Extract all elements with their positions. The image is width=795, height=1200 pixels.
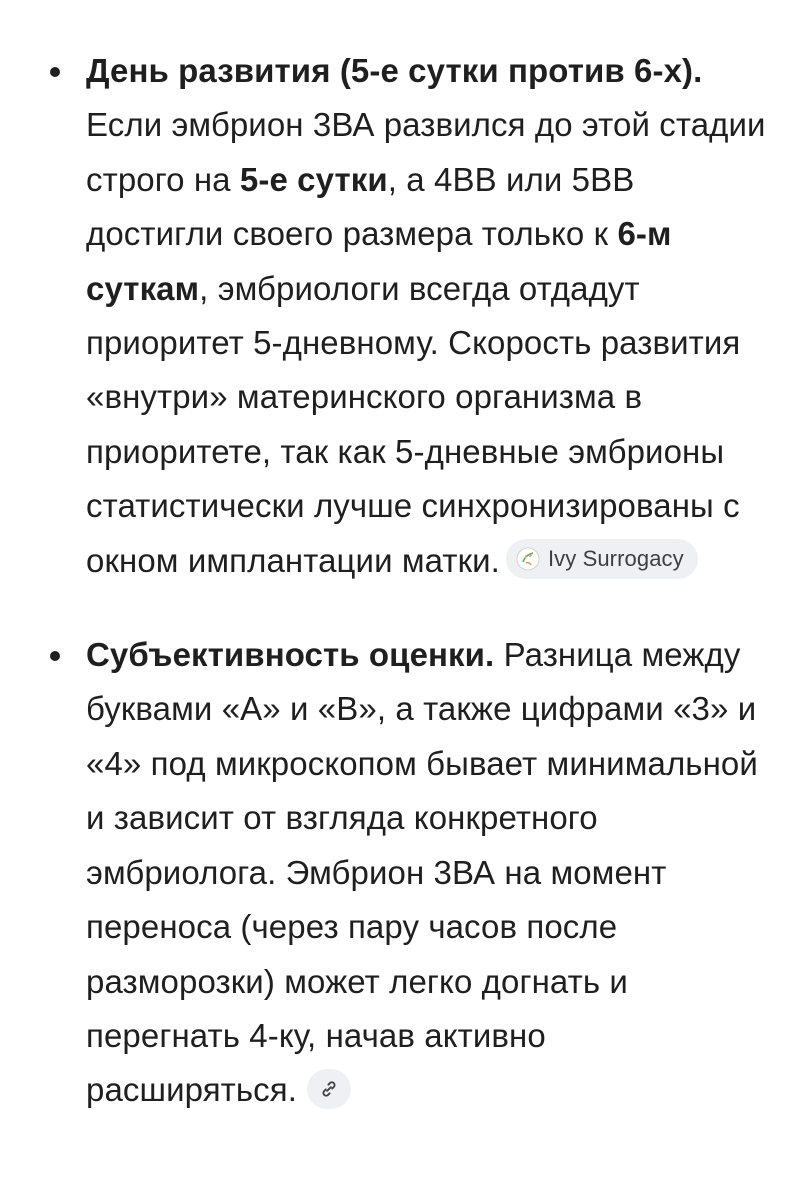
source-chip-label: Ivy Surrogacy [547, 545, 684, 571]
item-text: , а 4ВВ или 5ВВ достигли своего размера только к [86, 160, 635, 253]
ivy-surrogacy-logo-icon [516, 547, 540, 571]
item-text: , эмбриологи всегда отдадут приоритет 5-дневному. Скорость развития «внутри» материнского организма в приоритете, так как 5-дневные эмбрионы статистически лучше синхронизированы с окном имплантации матки. [86, 269, 741, 579]
item-text: Разница между буквами «А» и «В», а также цифрами «3» и «4» под микроскопом бывает минимальной и зависит от взгляда конкретного эмбриолога. Эмбрион 3ВА на момент переноса (через пару часов после разморозки) может легко догнать и перегнать 4-ку, начав активно расширяться. [86, 636, 758, 1109]
list-item-development-day [0, 44, 795, 588]
source-link-button[interactable] [307, 1069, 351, 1109]
response-bullet-list [0, 44, 795, 1118]
emphasis-text: 5-е сутки [239, 160, 388, 198]
paragraph-subjective-assessment [86, 628, 766, 1118]
bullet-dot [50, 67, 60, 77]
source-chip[interactable] [506, 539, 698, 579]
item-text: Если эмбрион 3ВА развился до этой стадии строго на [86, 106, 766, 198]
emphasis-text: 6-м суткам [86, 215, 672, 307]
link-icon [318, 1078, 340, 1100]
bullet-dot [50, 651, 60, 661]
list-item-subjective-assessment [0, 628, 795, 1118]
item-heading: Субъективность оценки. [86, 636, 495, 674]
item-heading: День развития (5-е сутки против 6-х). [86, 52, 703, 89]
paragraph-development-day [86, 44, 766, 588]
